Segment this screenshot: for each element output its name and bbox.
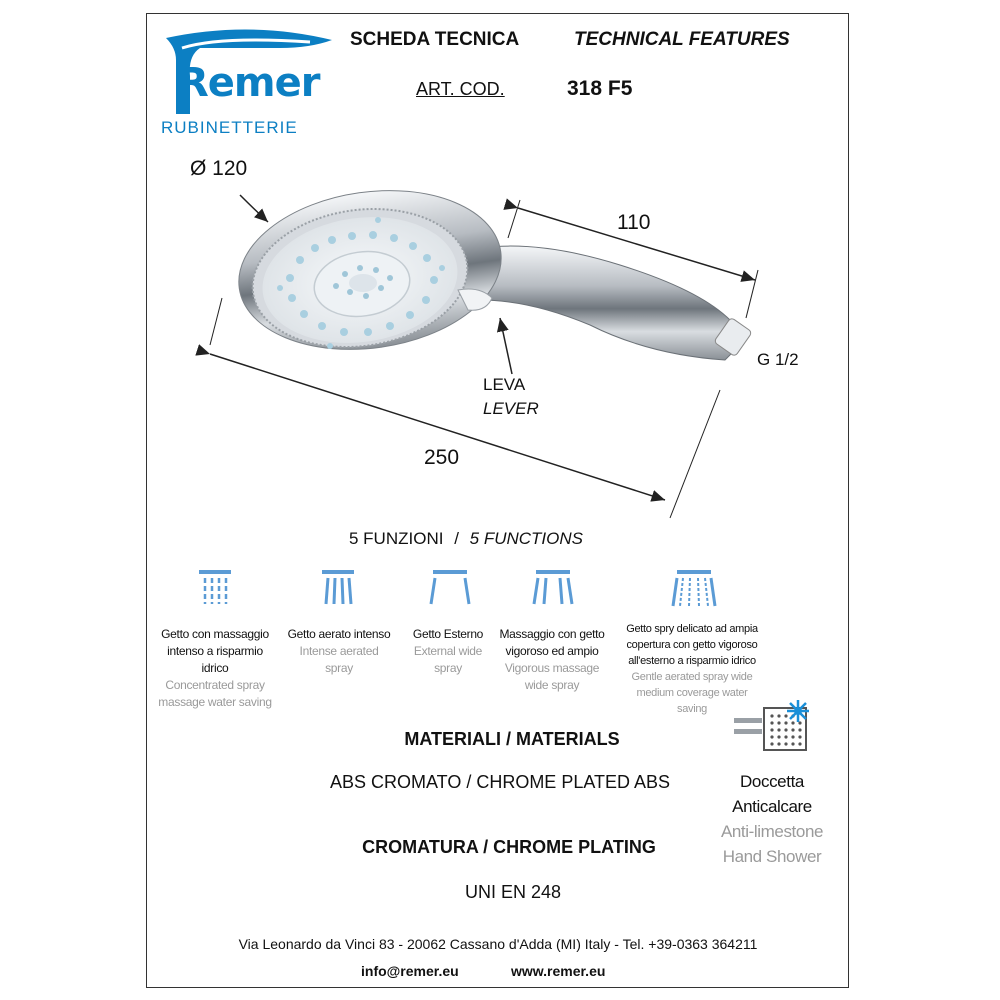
company-address: Via Leonardo da Vinci 83 - 20062 Cassano d'Adda (MI) Italy - Tel. +39-0363 364211 — [238, 936, 758, 952]
gentle-spray-icon — [671, 568, 717, 610]
function-3-english: External wide spray — [413, 644, 483, 675]
diameter-dimension: Ø 120 — [190, 157, 248, 180]
handle-length-dimension: 110 — [617, 211, 651, 234]
function-4-caption — [495, 626, 609, 694]
functions-separator: / — [454, 529, 459, 548]
function-3-italian: Getto Esterno — [412, 627, 484, 641]
brand-subtitle: RUBINETTERIE — [161, 118, 298, 137]
function-2-italian: Getto aerato intenso — [287, 627, 391, 641]
materials-value: ABS CROMATO / CHROME PLATED ABS — [329, 772, 671, 792]
lever-label-english: LEVER — [483, 399, 539, 418]
anti-limestone-italian-line2: Anticalcare — [732, 797, 812, 816]
anti-limestone-shower-icon — [732, 698, 812, 756]
shower-handle — [480, 246, 745, 360]
function-3-caption — [404, 626, 492, 677]
function-1-italian: Getto con massaggio intenso a risparmio idrico — [161, 627, 269, 675]
title-italian: SCHEDA TECNICA — [350, 29, 520, 50]
brand-name: Remer — [178, 60, 320, 106]
functions-title-english: 5 FUNCTIONS — [469, 529, 583, 548]
company-website[interactable]: www.remer.eu — [511, 963, 606, 979]
total-length-dimension: 250 — [424, 446, 460, 469]
concentrated-spray-icon — [195, 568, 235, 608]
functions-title-italian: 5 FUNZIONI — [349, 529, 444, 548]
article-code-label: ART. COD. — [416, 79, 505, 99]
function-1-english: Concentrated spray massage water saving — [158, 678, 272, 709]
external-spray-icon — [427, 568, 473, 608]
thread-size-label: G 1/2 — [757, 350, 799, 369]
aerated-spray-icon — [318, 568, 358, 608]
hand-shower-drawing — [180, 150, 780, 530]
plating-standard: UNI EN 248 — [464, 882, 562, 902]
plating-heading: CROMATURA / CHROME PLATING — [362, 837, 656, 857]
anti-limestone-english-line1: Anti-limestone — [720, 822, 824, 841]
function-2-caption — [279, 626, 399, 677]
function-5-italian: Getto spry delicato ad ampia copertura con getto vigoroso all'esterno a risparmio idrico — [626, 623, 758, 667]
lever-label-italian: LEVA — [483, 375, 526, 394]
anti-limestone-english-line2: Hand Shower — [722, 847, 822, 866]
title-english: TECHNICAL FEATURES — [574, 29, 790, 50]
function-4-english: Vigorous massage wide spray — [504, 661, 600, 692]
massage-wide-spray-icon — [530, 568, 576, 608]
article-code: 318 F5 — [567, 77, 633, 100]
function-4-italian: Massaggio con getto vigoroso ed ampio — [499, 627, 605, 658]
anti-limestone-italian-line1: Doccetta — [740, 772, 804, 791]
function-2-english: Intense aerated spray — [299, 644, 379, 675]
functions-heading — [349, 529, 583, 549]
materials-heading: MATERIALI / MATERIALS — [404, 729, 620, 749]
function-5-english: Gentle aerated spray wide medium coverage water saving — [631, 671, 753, 715]
function-1-caption — [153, 626, 277, 711]
company-email[interactable]: info@remer.eu — [361, 963, 459, 979]
